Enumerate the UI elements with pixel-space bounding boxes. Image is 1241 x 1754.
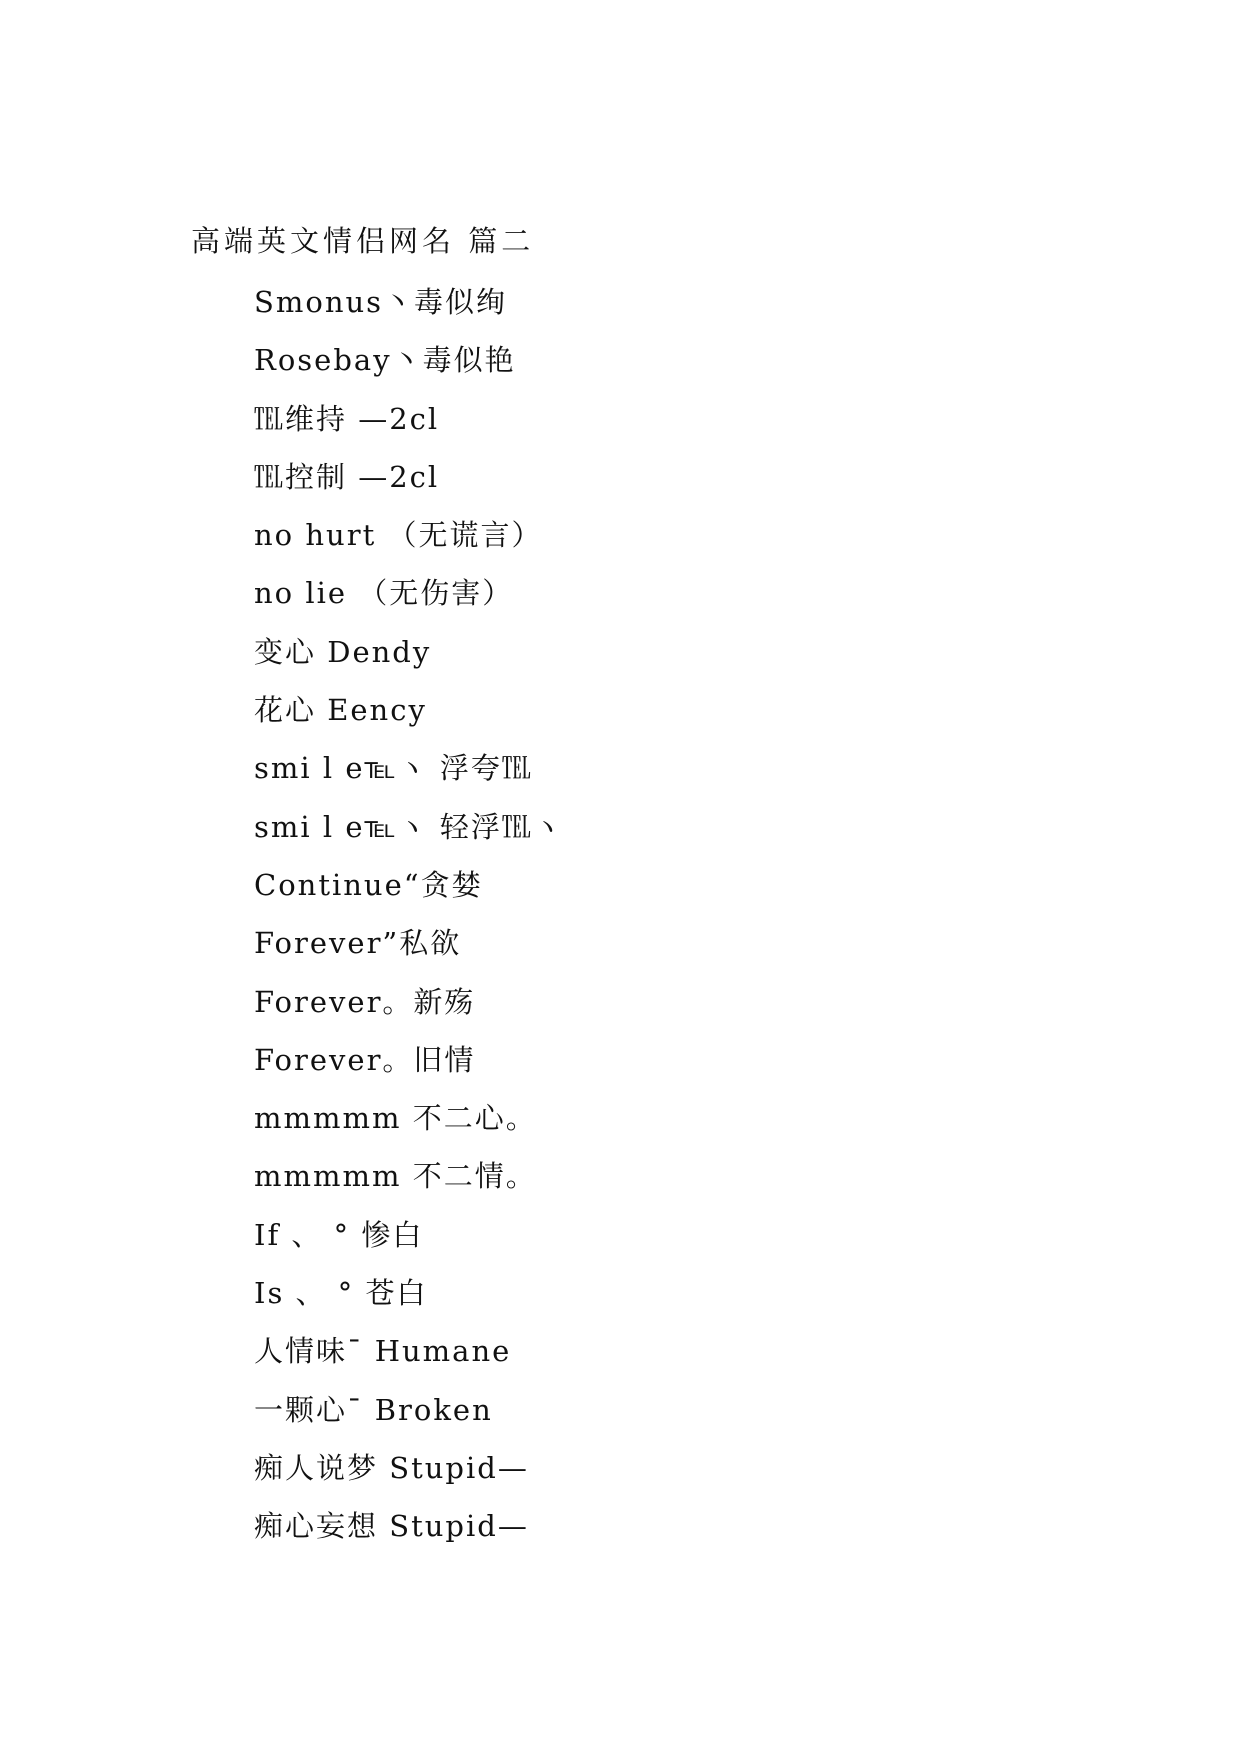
name-line: mmmmm 不二心。 [254,1101,537,1136]
name-line: 花心 Eency [254,693,427,728]
name-line: 变心 Dendy [254,634,432,669]
name-line: Continue“贪婪 [254,867,483,902]
name-line: ℡控制 —2cl [254,459,440,494]
name-line: Rosebay丶毒似艳 [254,343,516,378]
name-line: 痴心妄想 Stupid— [254,1509,529,1544]
name-line: no hurt （无谎言） [254,518,543,553]
name-line: Smonus丶毒似绚 [254,285,508,319]
name-line: smi l e℡ヽ 浮夸℡ [254,751,533,786]
document-heading: 高端英文情侣网名 篇二 [191,224,535,258]
name-line: Forever。新殇 [254,984,476,1019]
name-list [254,281,564,1564]
name-line: 痴人说梦 Stupid— [254,1450,529,1485]
name-line: no lie （无伤害） [254,576,514,611]
name-line: ℡维持 —2cl [254,401,440,436]
name-line: mmmmm 不二情。 [254,1159,537,1194]
name-line: 一颗心¯ Broken [254,1392,493,1427]
name-line: Forever”私欲 [254,926,462,961]
name-line: Forever。旧情 [254,1042,476,1077]
name-line: smi l e℡ヽ 轻浮℡ヽ [254,809,564,844]
name-line: If 、 ° 惨白 [254,1217,424,1252]
name-line: 人情味¯ Humane [254,1334,512,1369]
name-line: Is 、 ° 苍白 [254,1276,428,1311]
